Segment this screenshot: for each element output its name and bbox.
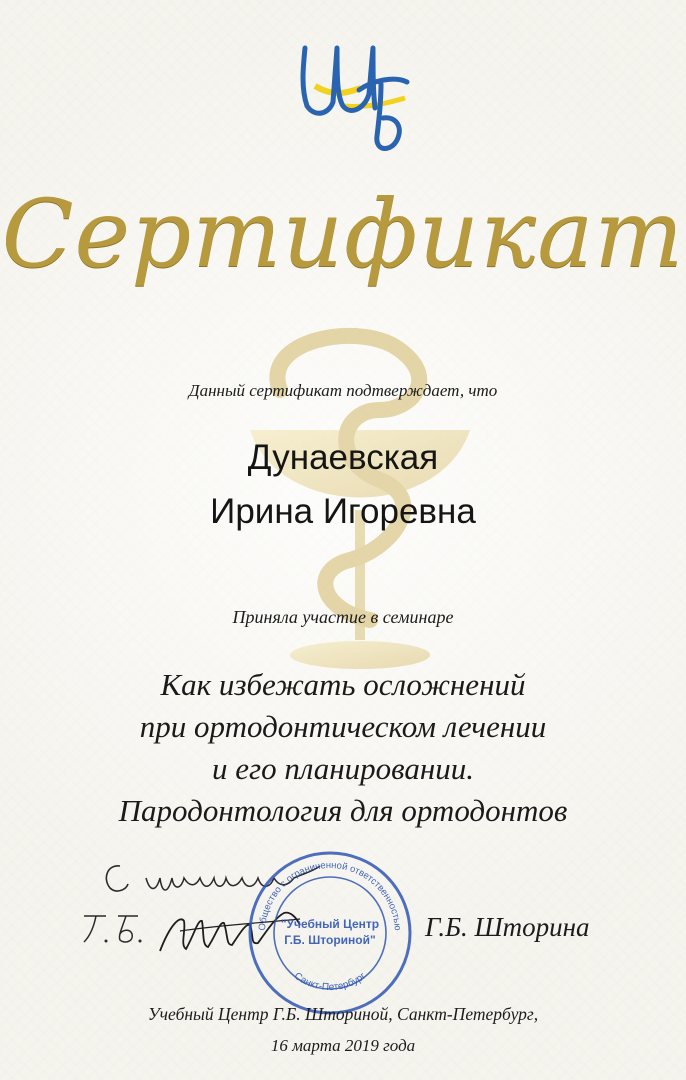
stamp-city-text: Санкт-Петербург	[291, 970, 369, 994]
stamp-inner-line1: "Учебный Центр	[280, 917, 380, 931]
seminar-title	[0, 664, 686, 832]
seminar-line: при ортодонтическом лечении	[139, 709, 547, 744]
participation-text: Приняла участие в семинаре	[232, 607, 454, 627]
footer-date: 16 марта 2019 года	[270, 1036, 416, 1055]
intro-text: Данный сертификат подтверждает, что	[188, 381, 498, 400]
ushb-logo-icon	[285, 28, 425, 163]
stamp-outer-text: Общество с ограниченной ответственностью	[256, 859, 404, 931]
handwritten-initials	[76, 908, 146, 948]
seminar-line: и его планировании.	[211, 751, 474, 786]
seminar-line: Пародонтология для ортодонтов	[118, 793, 568, 828]
stamp-inner-line2: Г.Б. Шториной"	[284, 933, 376, 947]
stamp-seal-icon	[245, 848, 415, 1018]
organization-stamp	[245, 848, 415, 1018]
signer-name: Г.Б. Шторина	[425, 912, 590, 942]
recipient-given-names: Ирина Игоревна	[210, 492, 476, 531]
footer-organization: Учебный Центр Г.Б. Шториной, Санкт-Петербург,	[147, 1004, 539, 1024]
seminar-line: Как избежать осложнений	[160, 667, 526, 702]
recipient-surname: Дунаевская	[247, 438, 439, 477]
certificate-title: Сертификат	[1, 180, 685, 289]
svg-text:Санкт-Петербург	[292, 970, 368, 993]
